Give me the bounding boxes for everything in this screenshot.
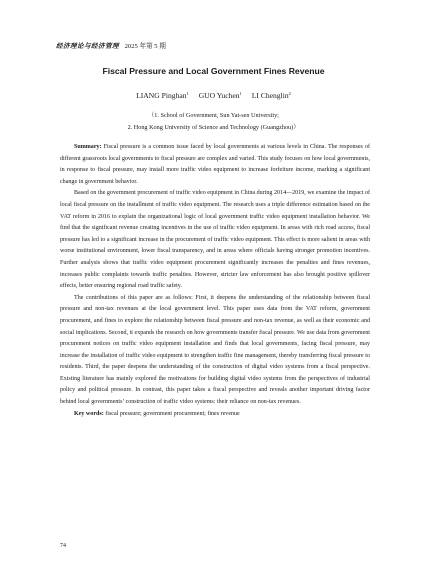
keywords-label: Key words: <box>74 410 104 417</box>
author-name: GUO Yuchen <box>198 91 240 100</box>
author-affiliation-mark: 1 <box>239 91 242 96</box>
issue-info: 2025 年第 5 期 <box>124 43 166 50</box>
author-name: LIANG Pinghan <box>136 91 187 100</box>
author-name: LI Chenglin <box>251 91 289 100</box>
summary-paragraph: The contributions of this paper are as follows: First, it deepens the understanding of the relationship between fiscal pressure and non-tax revenues at the local government level. This paper uses data from the VAT reform, government procurement, and fines to explore the relationship between fiscal pressure and non-tax revenue, as well as their economic and social implications. Second, it expands the research on how governments transfer fiscal pressure. We use data from government procurement notices on traffic video equipment installation and finds that local governments, facing fiscal pressure, may increase the installation of traffic video equipment to strengthen traffic fine management, thereby transferring fiscal pressure to residents. Third, the paper deepens the understanding of the construction of digital video systems from a fiscal perspective. Existing literature has mainly explored the motivations for building digital video systems from the perspectives of industrial policy and political pressure. In contrast, this paper takes a fiscal perspective and reveals another important driving factor behind local governments’ construction of traffic video systems: their reliance on non-tax revenues. <box>60 294 370 406</box>
affiliation-line: （1. School of Government, Sun Yat-sen University; <box>148 112 279 119</box>
affiliation-line: 2. Hong Kong University of Science and Technology (Guangzhou)） <box>127 124 300 131</box>
keywords-text: fiscal pressure; government procurement; fines revenue <box>105 410 240 417</box>
author <box>136 91 189 100</box>
journal-name: 经济理论与经济管理 <box>56 43 119 50</box>
running-header <box>56 42 166 51</box>
abstract-body <box>60 142 370 420</box>
author-affiliation-mark: 1 <box>186 91 189 96</box>
author <box>199 91 242 100</box>
summary-paragraph: Based on the government procurement of traffic video equipment in China during 2014—2019, we examine the impact of local fiscal pressure on the installment of traffic video equipment. The research uses a triple difference estimation based on the VAT reform in 2016 to explain the organizational logic of local government traffic video equipment installation behavior. We find that the significant revenue creating incentives in the use of traffic video equipment. In areas with rich road access, fiscal pressure has led to a significant increase in the procurement of traffic video equipment. This effect is more salient in areas with worse institutional environment, lower fiscal transparency, and in areas where officials having stronger promotion incentives. Further analysis shows that traffic video equipment procurement significantly increases the penalties and fines revenues, increases public complaints towards traffic penalties. However, stricter law enforcement has also brought positive spillover effects, better ensuring regional road traffic safety. <box>60 190 370 290</box>
summary-label: Summary: <box>74 144 102 150</box>
page-number: 74 <box>60 543 66 549</box>
author <box>252 91 291 100</box>
author-list <box>0 91 427 101</box>
keywords-line <box>60 409 370 421</box>
author-affiliation-mark: 2 <box>288 91 291 96</box>
affiliations <box>0 110 427 134</box>
article-title: Fiscal Pressure and Local Government Fines Revenue <box>102 66 325 76</box>
summary-text: Fiscal pressure is a common issue faced by local governments at various levels in China. The responses of different grassroots local governments to fiscal pressure are complex and varied. This study focuses on how local governments, in response to fiscal pressure, may install more traffic video equipment to increase forfeiture income, marking a significant change in government behavior. <box>60 144 371 185</box>
summary-paragraph <box>60 142 370 188</box>
